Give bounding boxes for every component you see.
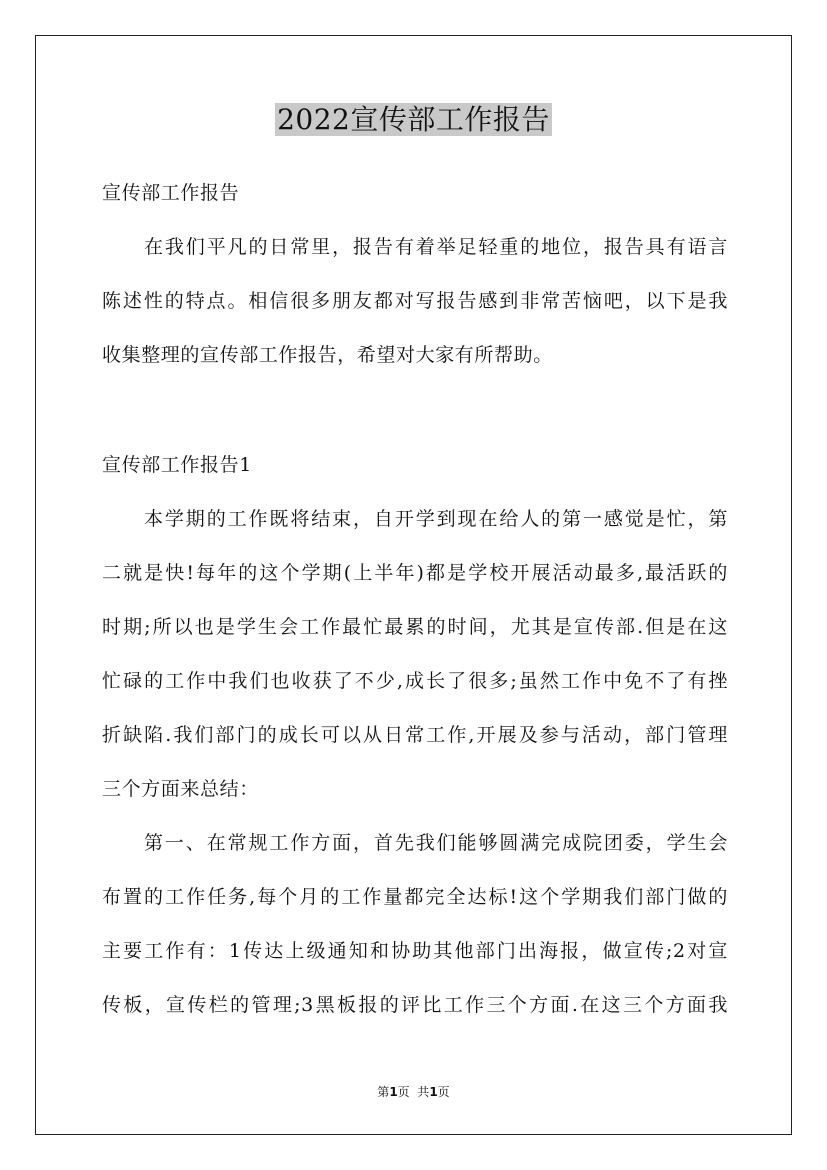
paragraph-line: 传板，宣传栏的管理;3黑板报的评比工作三个方面.在这三个方面我 — [102, 994, 728, 1016]
paragraph-line: 二就是快!每年的这个学期(上半年)都是学校开展活动最多,最活跃的 — [102, 562, 728, 584]
paragraph-line: 收集整理的宣传部工作报告，希望对大家有所帮助。 — [102, 344, 553, 366]
paragraph-line: 三个方面来总结： — [102, 778, 259, 800]
document-title-text: 2022宣传部工作报告 — [277, 103, 550, 136]
paragraph-line: 陈述性的特点。相信很多朋友都对写报告感到非常苦恼吧，以下是我 — [102, 290, 728, 312]
section-heading: 宣传部工作报告 — [102, 182, 240, 204]
paragraph-line: 布置的工作任务,每个月的工作量都完全达标!这个学期我们部门做的 — [102, 886, 728, 908]
page-footer — [0, 1083, 827, 1100]
page-label-mid: 页 共 — [397, 1085, 430, 1099]
paragraph-line: 主要工作有：1传达上级通知和协助其他部门出海报，做宣传;2对宣 — [102, 940, 728, 962]
page-total-number: 1 — [429, 1085, 438, 1099]
page-label-prefix: 第 — [377, 1085, 390, 1099]
paragraph-line: 本学期的工作既将结束，自开学到现在给人的第一感觉是忙，第 — [144, 508, 728, 530]
paragraph-line: 折缺陷.我们部门的成长可以从日常工作,开展及参与活动，部门管理 — [102, 724, 728, 746]
page-label-suffix: 页 — [437, 1085, 450, 1099]
paragraph-line: 忙碌的工作中我们也收获了不少,成长了很多;虽然工作中免不了有挫 — [102, 670, 728, 692]
paragraph-line: 第一、在常规工作方面，首先我们能够圆满完成院团委，学生会 — [144, 832, 728, 854]
page-current-number: 1 — [389, 1085, 398, 1099]
paragraph-line: 在我们平凡的日常里，报告有着举足轻重的地位，报告具有语言 — [144, 236, 728, 258]
paragraph-line: 时期;所以也是学生会工作最忙最累的时间，尤其是宣传部.但是在这 — [102, 616, 728, 638]
document-title — [0, 100, 827, 140]
section-heading: 宣传部工作报告1 — [102, 454, 252, 476]
